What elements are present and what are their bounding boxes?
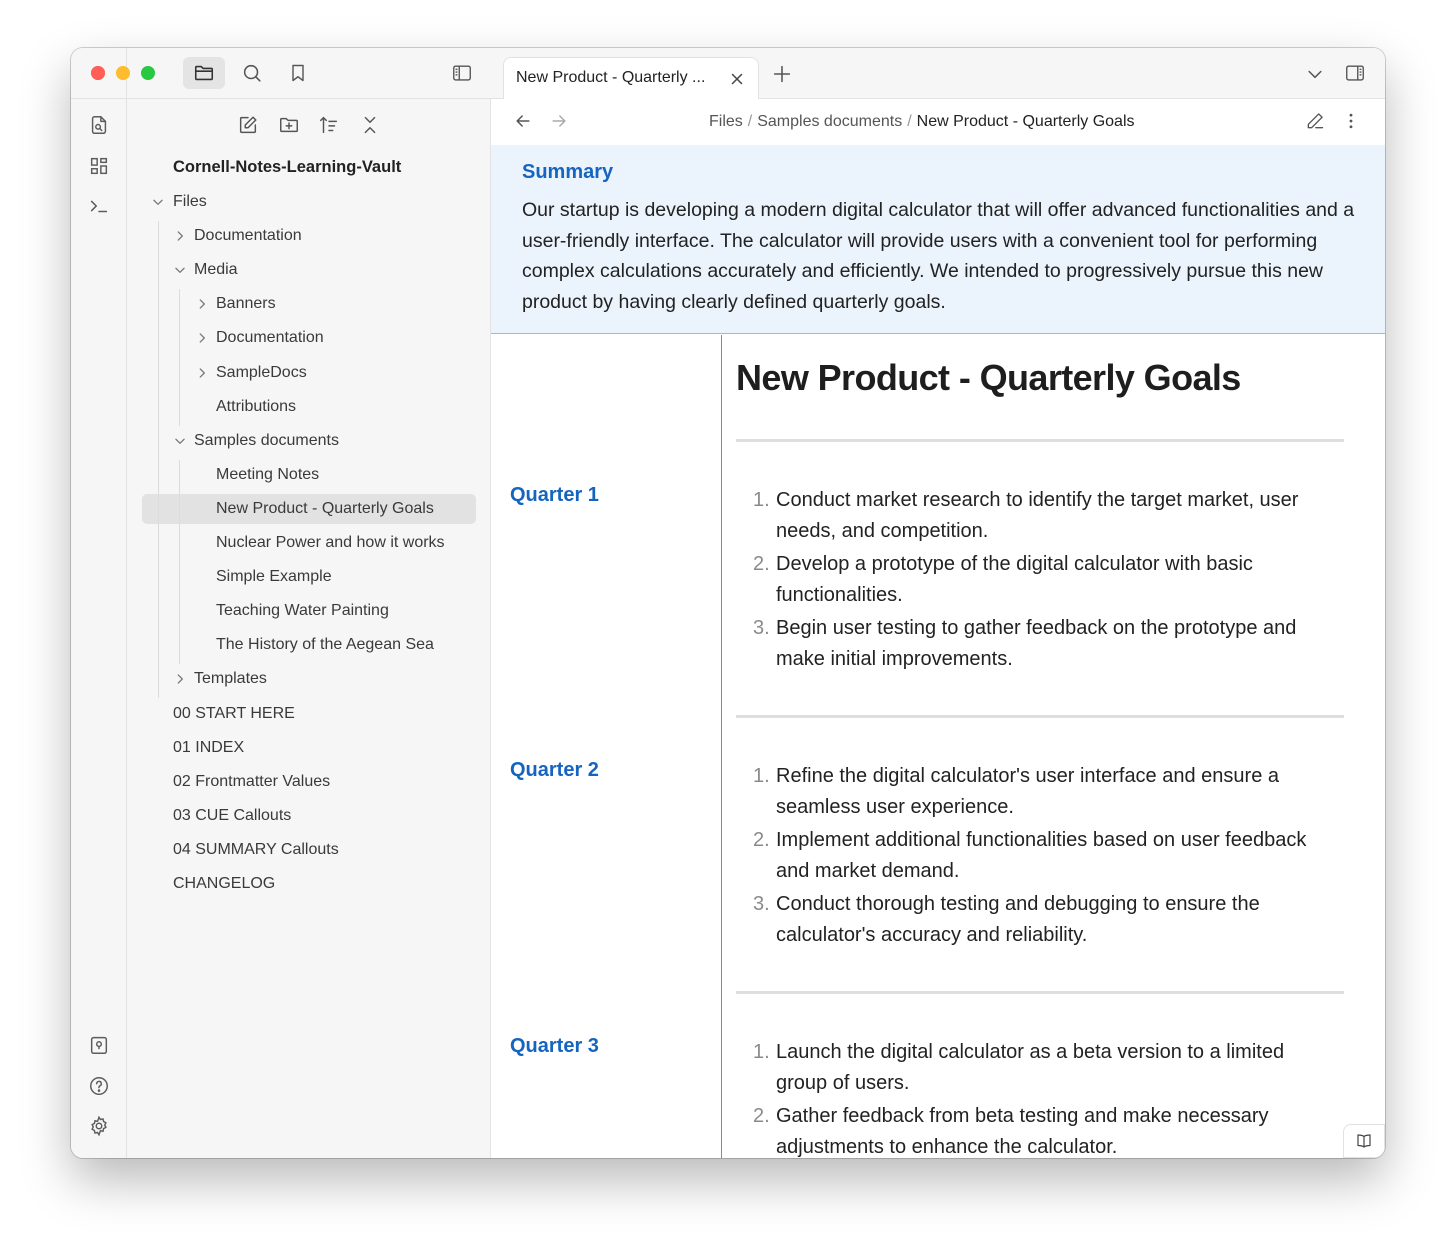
vault-switch-icon[interactable] <box>87 1033 111 1057</box>
close-window-button[interactable] <box>91 66 105 80</box>
tree-item-label: 04 SUMMARY Callouts <box>173 840 339 858</box>
tree-indent-guide <box>158 221 159 698</box>
list-number: 1. <box>753 1041 770 1063</box>
sort-order-icon[interactable] <box>316 112 342 138</box>
new-note-icon[interactable] <box>235 112 261 138</box>
help-icon[interactable] <box>87 1074 111 1098</box>
folder-item-banners[interactable] <box>212 289 512 319</box>
goal-list-item <box>736 485 1336 546</box>
tree-item-label: SampleDocs <box>216 363 307 381</box>
tab-bar <box>491 48 1385 99</box>
cue-quarter-3: Quarter 3 <box>510 1035 599 1057</box>
breadcrumb-files[interactable]: Files <box>709 113 743 130</box>
tree-item-label: Simple Example <box>216 568 332 586</box>
summary-body: Our startup is developing a modern digital calculator that will offer advanced functionalities and a user-friendly interface. The calculator will provide users with a convenient tool for performing complex calculations accurately and efficiently. We intended to progressively pursue this new product by having clearly defined quarterly goals. <box>522 199 1355 313</box>
breadcrumb-samples-documents[interactable]: Samples documents <box>757 113 903 130</box>
goal-text: Conduct thorough testing and debugging to ensure the calculator's accuracy and reliability. <box>776 893 1260 946</box>
chevron-down-icon[interactable] <box>173 263 187 277</box>
chevron-right-icon[interactable] <box>195 331 209 345</box>
file-item-00-start-here[interactable] <box>169 699 469 729</box>
file-item-the-history-of-the-aegean-sea[interactable] <box>212 630 512 660</box>
goal-text: Launch the digital calculator as a beta version to a limited group of users. <box>776 1041 1285 1094</box>
folder-item-media[interactable] <box>190 255 490 285</box>
file-item-teaching-water-painting[interactable] <box>212 596 512 626</box>
quarter-2-goals-list <box>736 761 1336 953</box>
settings-gear-icon[interactable] <box>87 1114 111 1138</box>
goal-text: Develop a prototype of the digital calculator with basic functionalities. <box>776 553 1253 606</box>
summary-callout <box>491 145 1385 334</box>
cue-quarter-1: Quarter 1 <box>510 484 599 506</box>
folder-item-sampledocs[interactable] <box>212 358 512 388</box>
tree-item-label: CHANGELOG <box>173 875 276 892</box>
tree-item-label: Attributions <box>216 397 297 415</box>
new-tab-plus-icon[interactable] <box>771 63 793 85</box>
file-item-01-index[interactable] <box>169 733 469 763</box>
collapse-all-icon[interactable] <box>357 112 383 138</box>
reading-view-book-icon[interactable] <box>1343 1124 1385 1158</box>
bookmark-icon[interactable] <box>285 60 311 86</box>
tree-item-label: Media <box>194 261 238 279</box>
view-header <box>491 99 1385 145</box>
goal-list-item <box>736 761 1336 822</box>
list-number: 1. <box>753 765 770 787</box>
tree-item-label: The History of the Aegean Sea <box>216 636 434 654</box>
quarter-3-goals-list <box>736 1037 1336 1158</box>
maximize-window-button[interactable] <box>141 66 155 80</box>
editor-area <box>491 48 1385 1158</box>
tree-item-label: Meeting Notes <box>216 465 320 483</box>
app-window <box>71 48 1385 1158</box>
files-view-button[interactable] <box>183 57 225 89</box>
canvas-grid-icon[interactable] <box>87 154 111 178</box>
cue-quarter-2: Quarter 2 <box>510 759 599 781</box>
notes-column <box>723 335 1385 1158</box>
list-number: 2. <box>753 553 770 575</box>
more-options-icon[interactable] <box>1341 111 1363 133</box>
new-folder-icon[interactable] <box>276 112 302 138</box>
tree-indent-guide <box>179 460 180 665</box>
tree-item-label: Documentation <box>216 329 324 347</box>
goal-list-item <box>736 825 1336 886</box>
edit-pencil-icon[interactable] <box>1305 111 1327 133</box>
chevron-right-icon[interactable] <box>173 672 187 686</box>
search-icon[interactable] <box>239 60 265 86</box>
tree-item-label: 03 CUE Callouts <box>173 806 292 824</box>
divider <box>736 991 1344 994</box>
tree-item-label: 01 INDEX <box>173 738 245 756</box>
list-number: 2. <box>753 1105 770 1127</box>
tab-title: New Product - Quarterly ... <box>516 69 706 86</box>
vault-name[interactable]: Cornell-Notes-Learning-Vault <box>173 158 402 176</box>
goal-list-item <box>736 1101 1336 1158</box>
chevron-right-icon[interactable] <box>195 366 209 380</box>
breadcrumb-separator: / <box>907 113 912 130</box>
tab-new-product-quarterly-goals[interactable] <box>503 57 759 100</box>
folder-item-templates[interactable] <box>190 664 490 694</box>
file-item-03-cue-callouts[interactable] <box>169 801 469 831</box>
file-item-meeting-notes[interactable] <box>212 460 512 490</box>
summary-title: Summary <box>522 161 614 183</box>
list-number: 3. <box>753 617 770 639</box>
chevron-right-icon[interactable] <box>195 297 209 311</box>
breadcrumb-current-note[interactable]: New Product - Quarterly Goals <box>916 113 1135 130</box>
quarter-1-goals-list <box>736 485 1336 677</box>
open-quick-switcher-icon[interactable] <box>87 113 111 137</box>
tree-item-label: Nuclear Power and how it works <box>216 534 445 551</box>
list-number: 1. <box>753 489 770 511</box>
goal-text: Begin user testing to gather feedback on the prototype and make initial improvements. <box>776 617 1297 670</box>
goal-list-item <box>736 613 1336 674</box>
tree-item-label: Templates <box>194 670 267 688</box>
tree-item-label: Samples documents <box>194 431 339 449</box>
chevron-right-icon[interactable] <box>173 229 187 243</box>
goal-list-item <box>736 549 1336 610</box>
tab-list-chevron-down-icon[interactable] <box>1305 64 1325 84</box>
list-number: 2. <box>753 829 770 851</box>
tree-item-label: Documentation <box>194 227 302 245</box>
file-item-nuclear-power-and-how-it-works[interactable] <box>212 528 512 558</box>
goal-text: Implement additional functionalities based on user feedback and market demand. <box>776 829 1307 882</box>
goal-list-item <box>736 1037 1336 1098</box>
forward-arrow-icon[interactable] <box>549 111 571 133</box>
tree-item-label: Files <box>173 193 207 210</box>
file-item-changelog[interactable] <box>169 869 469 899</box>
breadcrumb <box>709 113 1135 131</box>
chevron-down-icon[interactable] <box>151 195 165 209</box>
tree-indent-guide <box>179 289 180 425</box>
file-item-simple-example[interactable] <box>212 562 512 592</box>
folder-item-files[interactable] <box>169 187 469 217</box>
tree-item-label: New Product - Quarterly Goals <box>216 499 434 517</box>
file-item-02-frontmatter-values[interactable] <box>169 767 469 797</box>
folder-item-samples-documents[interactable] <box>190 426 490 456</box>
tree-item-label: 02 Frontmatter Values <box>173 772 331 790</box>
divider <box>736 439 1344 442</box>
folder-item-documentation[interactable] <box>190 221 490 251</box>
tree-item-label: Teaching Water Painting <box>216 602 389 620</box>
terminal-icon[interactable] <box>87 194 111 218</box>
file-item-04-summary-callouts[interactable] <box>169 835 469 865</box>
toggle-right-sidebar-icon[interactable] <box>1343 62 1367 84</box>
breadcrumb-separator: / <box>747 113 753 130</box>
goal-text: Gather feedback from beta testing and make necessary adjustments to enhance the calculator. <box>776 1105 1269 1158</box>
back-arrow-icon[interactable] <box>513 111 535 133</box>
document-title: New Product - Quarterly Goals <box>736 357 1241 398</box>
goal-text: Refine the digital calculator's user interface and ensure a seamless user experience. <box>776 765 1279 818</box>
minimize-window-button[interactable] <box>116 66 130 80</box>
file-item-new-product-quarterly-goals[interactable] <box>142 494 476 524</box>
goal-text: Conduct market research to identify the target market, user needs, and competition. <box>776 489 1299 542</box>
divider <box>736 715 1344 718</box>
tree-item-label: 00 START HERE <box>173 704 295 722</box>
file-item-attributions[interactable] <box>212 392 512 422</box>
list-number: 3. <box>753 893 770 915</box>
chevron-down-icon[interactable] <box>173 434 187 448</box>
tree-item-label: Banners <box>216 295 276 313</box>
toggle-left-sidebar-icon[interactable] <box>449 60 475 86</box>
close-icon[interactable] <box>728 70 746 88</box>
ribbon <box>71 48 127 1158</box>
folder-item-documentation[interactable] <box>212 323 512 353</box>
goal-list-item <box>736 889 1336 950</box>
cue-column <box>491 335 722 1158</box>
